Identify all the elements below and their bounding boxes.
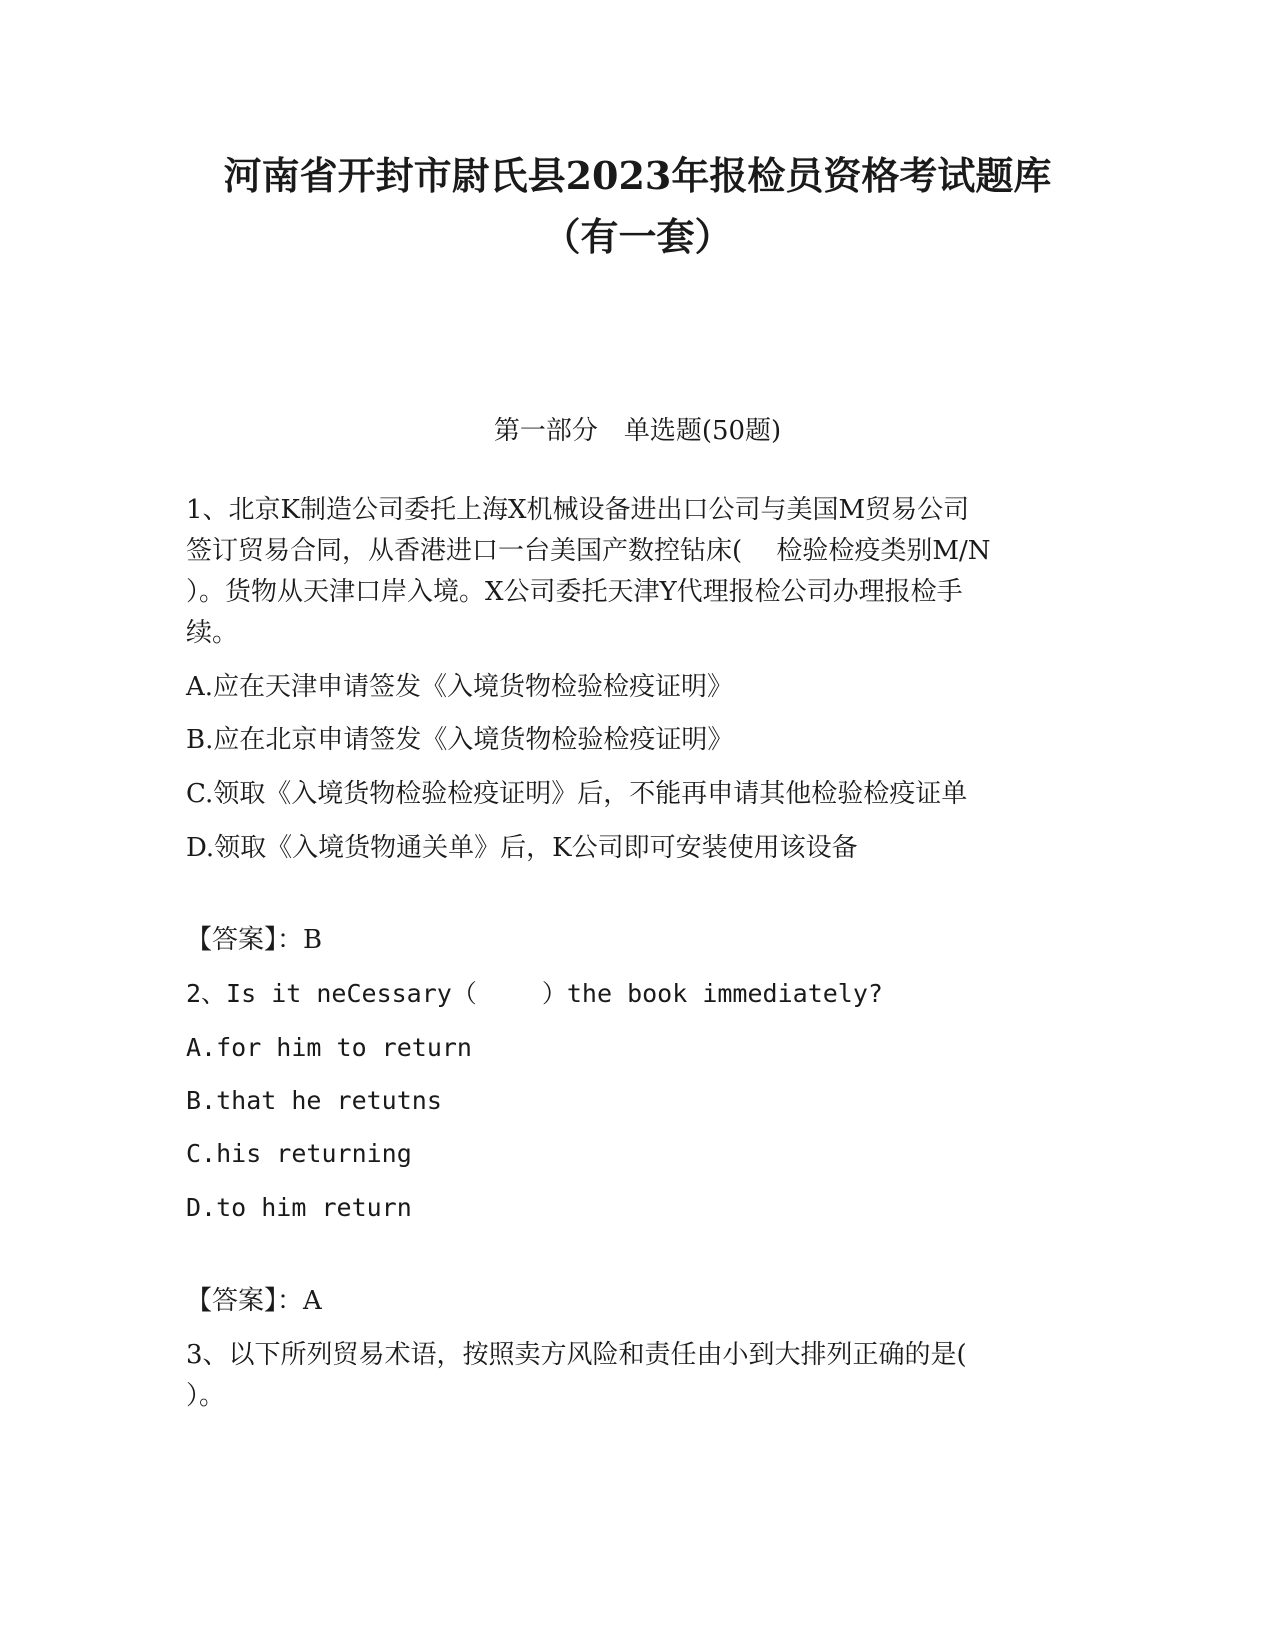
question-2-stem: 2、Is it neCessary（ ）the book immediately?: [186, 979, 883, 1008]
document-title-line-2: （有一套）: [542, 214, 733, 259]
document-title-line-1: 河南省开封市尉氏县2023年报检员资格考试题库: [223, 153, 1052, 198]
question-1-answer: 【答案】：B: [186, 925, 323, 955]
question-1-option-b: B.应在北京申请签发《入境货物检验检疫证明》: [186, 725, 734, 755]
question-2-answer: 【答案】：A: [186, 1286, 322, 1316]
question-1-option-c: C.领取《入境货物检验检疫证明》后，不能再申请其他检验检疫证单: [186, 779, 968, 809]
question-1-stem-line-3: ）。货物从天津口岸入境。X公司委托天津Y代理报检公司办理报检手: [186, 577, 963, 607]
question-2-option-b: B.that he retutns: [186, 1086, 442, 1115]
question-1-stem-line-4: 续。: [186, 618, 239, 648]
question-2-option-d: D.to him return: [186, 1193, 412, 1222]
question-2-option-c: C.his returning: [186, 1139, 412, 1168]
question-3-stem-line-1: 3、以下所列贸易术语，按照卖方风险和责任由小到大排列正确的是(: [186, 1340, 967, 1370]
question-2-option-a: A.for him to return: [186, 1033, 472, 1062]
section-heading: 第一部分 单选题(50题): [493, 416, 782, 446]
question-1-stem-line-1: 1、北京K制造公司委托上海X机械设备进出口公司与美国M贸易公司: [186, 495, 970, 525]
question-1-option-d: D.领取《入境货物通关单》后，K公司即可安装使用该设备: [186, 833, 858, 863]
question-3-stem-line-2: ）。: [186, 1381, 226, 1411]
question-1-option-a: A.应在天津申请签发《入境货物检验检疫证明》: [186, 672, 734, 702]
question-1-stem-line-2: 签订贸易合同，从香港进口一台美国产数控钻床( 检验检疫类别M/N: [186, 536, 991, 566]
